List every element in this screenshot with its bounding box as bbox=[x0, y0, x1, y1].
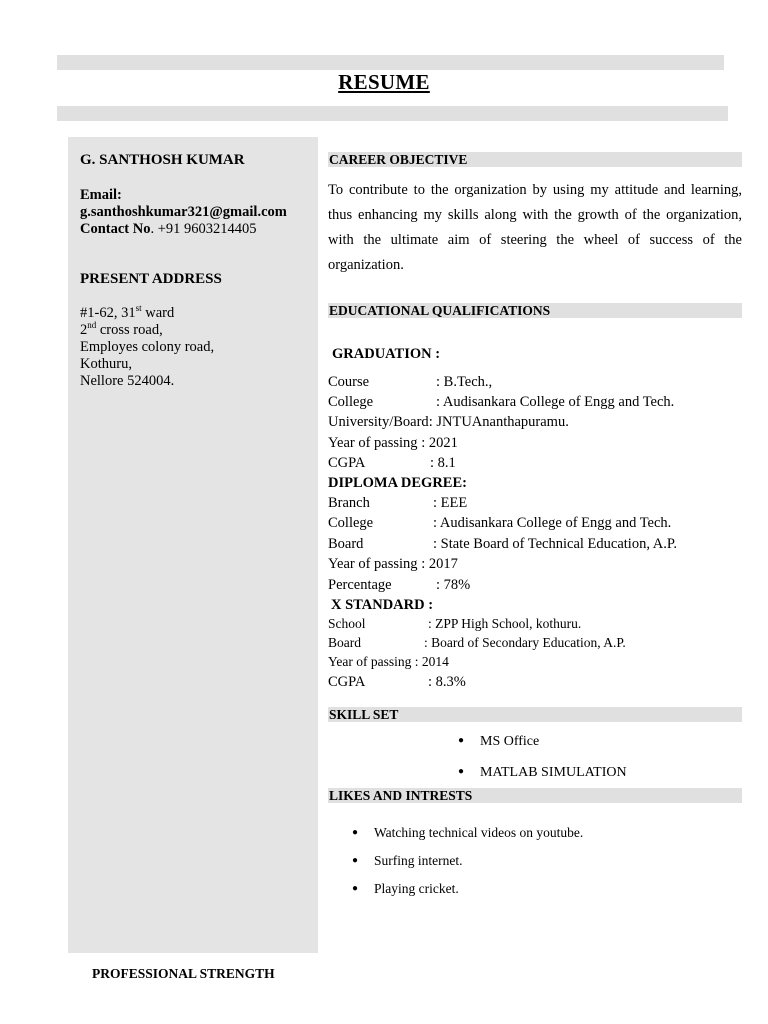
address-line: Employes colony road, bbox=[80, 339, 215, 355]
section-heading-likes: LIKES AND INTRESTS bbox=[328, 788, 742, 803]
address-line: Kothuru, bbox=[80, 356, 132, 372]
skill-item: ● MATLAB SIMULATION bbox=[458, 765, 627, 780]
bullet-icon: ● bbox=[352, 827, 359, 838]
top-divider-bar bbox=[57, 55, 724, 70]
email-label: Email: bbox=[80, 187, 122, 203]
edu-row: College : Audisankara College of Engg and Tech. bbox=[328, 394, 675, 410]
contact-value: . +91 9603214405 bbox=[150, 221, 257, 237]
edu-row: College : Audisankara College of Engg and Tech. bbox=[328, 515, 672, 531]
edu-row: Year of passing : 2017 bbox=[328, 556, 458, 572]
section-heading-education: EDUCATIONAL QUALIFICATIONS bbox=[328, 303, 742, 318]
likes-item: ● Surfing internet. bbox=[352, 853, 463, 868]
email-value: g.santhoshkumar321@gmail.com bbox=[80, 204, 287, 220]
diploma-heading: DIPLOMA DEGREE: bbox=[328, 475, 467, 491]
skill-item: ● MS Office bbox=[458, 734, 540, 749]
title-divider-bar bbox=[57, 106, 728, 121]
likes-item: ● Watching technical videos on youtube. bbox=[352, 825, 584, 840]
professional-strength-heading: PROFESSIONAL STRENGTH bbox=[92, 966, 275, 981]
address-line: Nellore 524004. bbox=[80, 373, 175, 389]
edu-row: CGPA : 8.3% bbox=[328, 674, 466, 690]
section-heading-skills: SKILL SET bbox=[328, 707, 742, 722]
bullet-icon: ● bbox=[458, 766, 465, 777]
edu-row: Branch : EEE bbox=[328, 495, 468, 511]
edu-row: Board : Board of Secondary Education, A.P. bbox=[328, 635, 626, 650]
edu-row: School : ZPP High School, kothuru. bbox=[328, 616, 582, 631]
bullet-icon: ● bbox=[352, 883, 359, 894]
address-line: #1-62, 31st ward bbox=[80, 303, 175, 321]
address-heading: PRESENT ADDRESS bbox=[80, 271, 222, 287]
edu-row: Year of passing : 2021 bbox=[328, 435, 458, 451]
edu-row: CGPA : 8.1 bbox=[328, 455, 456, 471]
edu-row: Board : State Board of Technical Education, A.P. bbox=[328, 536, 677, 552]
bullet-icon: ● bbox=[458, 735, 465, 746]
likes-item: ● Playing cricket. bbox=[352, 881, 459, 896]
bullet-icon: ● bbox=[352, 855, 359, 866]
candidate-name: G. SANTHOSH KUMAR bbox=[80, 152, 245, 168]
graduation-heading: GRADUATION : bbox=[332, 346, 441, 362]
contact-label: Contact No bbox=[80, 221, 151, 237]
contact-line bbox=[80, 221, 257, 238]
section-heading-career-objective: CAREER OBJECTIVE bbox=[328, 152, 742, 167]
edu-row: University/Board: JNTUAnanthapuramu. bbox=[328, 414, 569, 430]
edu-row: Course : B.Tech., bbox=[328, 374, 493, 390]
page-title: RESUME bbox=[338, 70, 430, 94]
edu-row: Percentage : 78% bbox=[328, 577, 471, 593]
x-standard-heading: X STANDARD : bbox=[331, 597, 434, 613]
sidebar-panel bbox=[68, 137, 318, 953]
edu-row: Year of passing : 2014 bbox=[328, 654, 449, 669]
career-objective-text: To contribute to the organization by using my attitude and learning, thus enhancing my skills along with the growth of the organization, with the ultimate aim of steering the wheel of success of the organization. bbox=[328, 182, 742, 273]
address-line: 2nd cross road, bbox=[80, 320, 163, 338]
